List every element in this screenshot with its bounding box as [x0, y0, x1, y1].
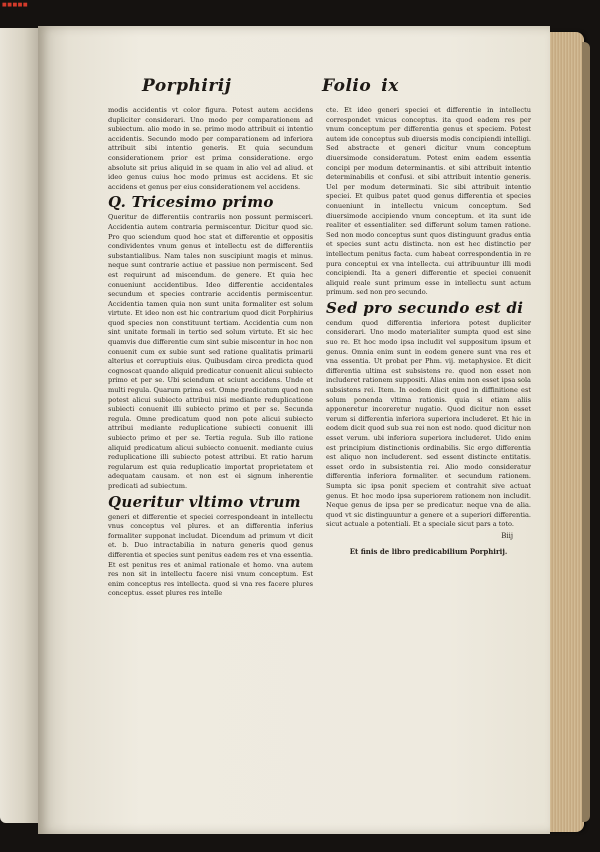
question-heading: Queritur vltimo vtrum: [108, 492, 301, 511]
scanner-corner-mark: ■■■■■: [2, 2, 29, 8]
paragraph: cendum quod differentia inferiora potest dupliciter considerari. Uno modo materialiter sumpta quod est sine suo re. Et hoc modo ipsa includit vel suppositum ipsum et genus. Omnia enim sunt in eodem genere sunt vna res et vna essentia. Ut probat per Phm. vij. metaphysice. Et dicit differentia ultima est subsistens re. quod non esset non includeret rationem suppositi. Alias enim non esset ipsa sola subsistens rei. Item. In eodem dicit quod in diffinitione est solum ponenda vltima rationis. quia si etiam aliis apponeretur incoreretur nugatio. Quod dicitur non esset verum si differentia inferiora superiora includeret. Et hic in eodem dicit quod sub sua rei non est nodo. quod dicitur non esset verum. ubi inferiora superiora includeret. Uido enim est principium distinctionis ordinabilis. Sic ergo differentia est aliquo non includerent. sed essent distincte entitatis. esset ordo in subsistentia rei. Alio modo consideratur differentia inferiora formaliter. et secundum rationem. Sumpta sic ipsa ponit speciem et contrahit sive actuat genus. Et hoc modo ipsa superiorem rationem non includit. Neque genus de ipsa per se predicatur. neque vna de alia. quod vt sic distinguuntur a genere et a superiori differentia. sicut actuale a potentiali. Et a speciale sicut pars a toto.: [326, 318, 531, 529]
paragraph: generi et differentie et speciei correspondeant in intellectu vnus conceptus vel plures. et an differentia inferius formaliter supponat includat. Dicendum ad primum vt dicit et. b. Duo intractabilia in natura generis quod genus differentia et species sunt penitus eadem res et vna essentia. Et est penitus res et animal rationale et homo. vna autem res non sit in intellectu facere nisi vnum conceptum. Est enim conceptus res intellecta. quod si vna res facere plures conceptus. esset plures res intelle: [108, 512, 313, 598]
paragraph: modis accidentis vt color figura. Potest autem accidens dupliciter considerari. Uno modo per comparationem ad subiectum. alio modo in se. primo modo attribuit ei intentio accidentis. Secundo modo per comparationem ad inferiora attribuit sibi intentio generis. Et quia secundum considerationem prior est prima consideratione. ergo absolute sit prius aliquid in se quam in alio vel ad aliud. et ideo genus cuius hoc modo primus est accidens. Et sic accidens et genus per eius considerationem vel accidens.: [108, 106, 313, 191]
question-heading: Q. Tricesimo primo: [108, 193, 274, 212]
running-head: [100, 76, 520, 100]
folio-label: Folio: [322, 76, 372, 96]
paragraph: Queritur de differentiis contrariis non possunt permisceri. Accidentia autem contraria permiscentur. Dicitur quod sic. Pro quo sciendum quod hoc stat et differentie et oppositis condividentes vnum genus et intellectu est de differentiis substantialibus. Nam tales non suscipiunt magis et minus. neque sunt contrarie actiue et passiue non permiscent. Sed est requirunt ad miscendum. de genere. Et quia hec conueniunt accidentibus. Ideo differentie accidentales secundum et species contrarie accidentis permiscentur. Accidentia tamen quia non sunt unita formaliter est solum virtute. Et ideo non est hic contrarium quod dicit Porphirius quod species non constituunt tertiam. Accidentia cum non sint unitate formali in tertio sed solum virtute. Et sic hec quamvis due differentie cum sint subie miscentur in hoc non conuenit cum ex subie sunt sed ratione qualitatis primarii alterius et corruptiuis eius. Quibusdam circa predicta quod cognoscat quando aliquid predicatur conuenit alicui subiecto primo et per se. Ubi sciendum et sciunt accidens. Unde et multi regula. Quarum prima est. Omne predicatum quod non potest alicui subiecto attribui nisi mediante reduplicatione subiecti conuenit illi subiecto primo et per se. Secunda regula. Omne predicatum quod non pote alicui subiecto attribui mediante reduplicatione subiecti conuenit illi subiecto primo et per se. Tertia regula. Sub illo ratione aliquid predicatum alicui subiecto conuenit. mediante cuius reduplicatione illi subiecto potest attribui. Et ratio harum regularum est quia reduplicatio importat proprietatem et adequatam causam. et non est ei signum inherentie predicati ad subiectum.: [108, 213, 313, 490]
question-heading: Sed pro secundo est di: [326, 298, 524, 317]
signature-mark: Biij: [501, 531, 513, 540]
folio: [322, 76, 399, 96]
folio-number: ix: [381, 76, 399, 96]
left-page-edge: [0, 28, 40, 823]
paragraph: cte. Et ideo generi speciei et differentie in intellectu correspondet vnicus conceptus. ita quod eadem res per vnum conceptum per differentia genus et speciem. Potest autem ide conceptus sub diuersis modis concipiendi intelligi. Sed abstracte et generi dicitur vnum conceptum diuersimode consideratum. Potest enim eadem essentia concipi per modum determinantis. et sibi attribuit intentio determinabilis et confusi. et sibi attribuit intentio generis. Uel per modum determinati. Sic sibi attribuit intentio speciei. Et quibus patet quod genus differentia et species conueniunt in intellectu vnicum conceptum. Sed diuersimode accipiendo vnum conceptum. et ita sunt ide realiter et essentialiter. sed differunt solum tamen ratione. Sed non modo conceptus sunt quos distinguunt gradus entia et species sunt actu distincta. non est hec distinctio per intellectum penitus facta. cum habeat correspondentia in re pura conceptui ex vna intellecta. cui attribuuntur illi modi concipiendi. Ita a generi differentie et speciei conuenit aliquid reale sunt primum esse in intellectu sunt actum primum. sed non pro secundo.: [326, 106, 531, 297]
running-head-title: Porphirij: [142, 76, 232, 96]
left-column: [108, 106, 313, 599]
right-column: [326, 106, 531, 557]
colophon: Et finis de libro predicabilium Porphirij.: [349, 546, 508, 556]
